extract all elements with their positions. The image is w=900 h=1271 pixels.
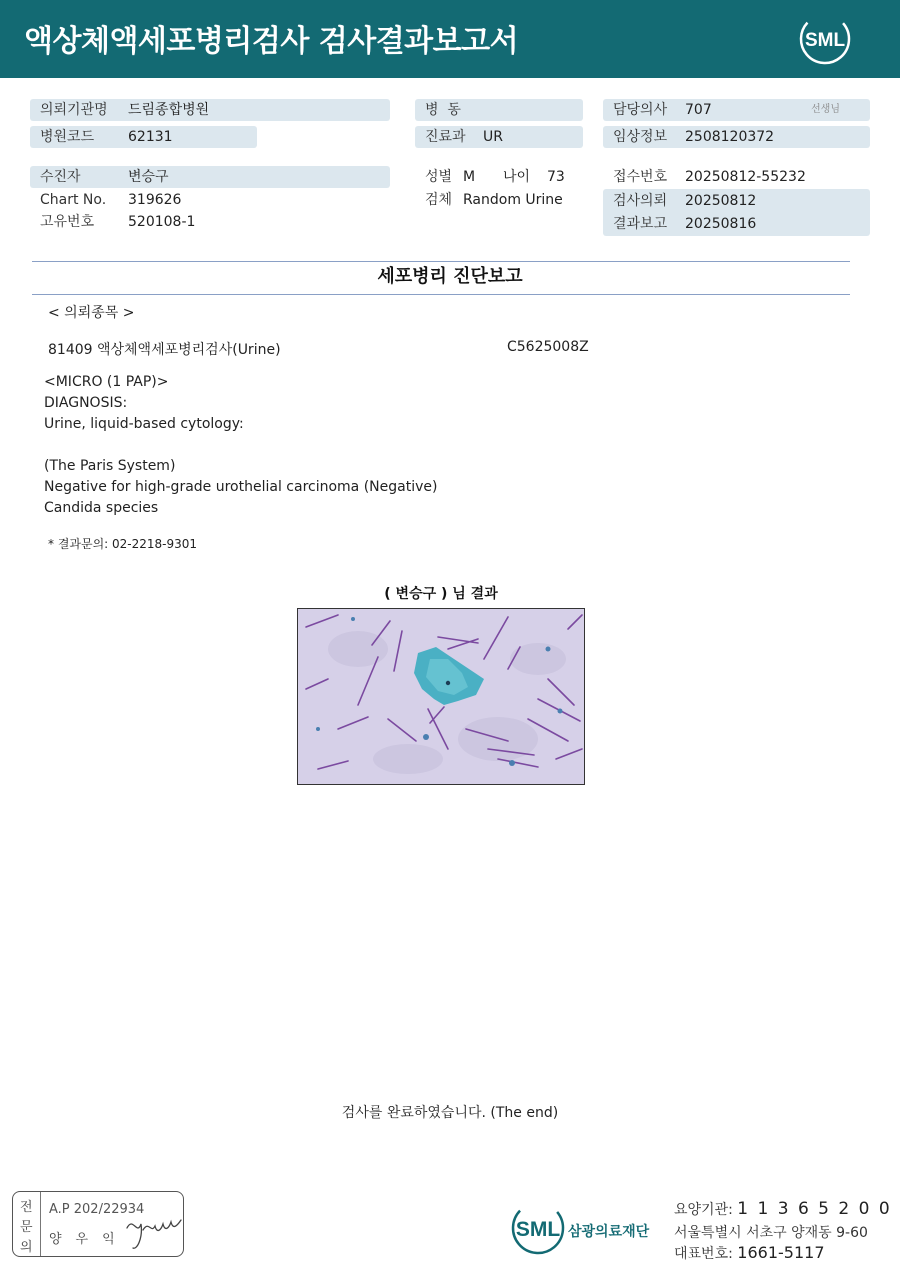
request-date-field	[603, 190, 870, 212]
order-item: 81409 액상체액세포병리검사(Urine)	[48, 342, 281, 358]
unique-id-field	[30, 211, 390, 233]
footer-address: 서울특별시 서초구 양재동 9-60	[674, 1225, 868, 1241]
report-line: DIAGNOSIS:	[44, 395, 128, 411]
footer-phone-line	[674, 1243, 825, 1263]
unique-id-value: 520108-1	[128, 214, 196, 230]
hospital-code-field	[30, 126, 257, 148]
receipt-value: 20250812-55232	[685, 169, 806, 185]
hospital-code-label: 병원코드	[40, 129, 95, 145]
order-code: C5625008Z	[507, 339, 589, 355]
institution-field	[30, 99, 390, 121]
pathologist-stamp	[12, 1191, 184, 1257]
sex-age-field	[415, 166, 595, 188]
end-of-report: 검사를 완료하였습니다. (The end)	[341, 1105, 559, 1121]
age-label: 나이	[503, 169, 531, 185]
clinical-value: 2508120372	[685, 129, 775, 145]
patient-name-label: 수진자	[40, 169, 81, 185]
stamp-ap-number: A.P 202/22934	[49, 1202, 145, 1217]
footer-code-label: 요양기관:	[674, 1202, 733, 1218]
chart-no-field	[30, 189, 390, 211]
report-line: Candida species	[44, 500, 159, 516]
report-date-value: 20250816	[685, 216, 757, 232]
report-date-field	[603, 213, 870, 235]
doctor-suffix: 선생님	[811, 104, 840, 115]
doctor-field	[603, 99, 870, 121]
section-title: 세포병리 진단보고	[377, 266, 523, 287]
stamp-name: 양우익	[49, 1232, 129, 1247]
doctor-label: 담당의사	[613, 102, 668, 118]
clinical-field	[603, 126, 870, 148]
footer-code-value: 1 1 3 6 5 2 0 0	[737, 1199, 892, 1219]
chart-no-label: Chart No.	[40, 192, 107, 208]
inquiry-phone: * 결과문의: 02-2218-9301	[48, 537, 198, 551]
stamp-side-char: 문	[20, 1220, 33, 1235]
footer-phone-label: 대표번호:	[674, 1246, 733, 1262]
footer-phone-value: 1661-5117	[737, 1243, 825, 1262]
microscopy-image	[297, 608, 585, 785]
patient-name-value: 변승구	[128, 169, 169, 185]
clinical-label: 임상정보	[613, 129, 668, 145]
ward-label: 병 동	[425, 102, 461, 118]
unique-id-label: 고유번호	[40, 214, 95, 230]
request-date-label: 검사의뢰	[613, 193, 668, 209]
report-line: Urine, liquid-based cytology:	[44, 416, 244, 432]
report-line: Negative for high-grade urothelial carcinoma (Negative)	[44, 479, 438, 495]
report-date-label: 결과보고	[613, 216, 668, 232]
stamp-side-char: 전	[20, 1200, 33, 1215]
report-line: (The Paris System)	[44, 458, 176, 474]
doctor-value: 707	[685, 102, 712, 118]
sml-logo-icon	[798, 12, 852, 66]
report-line: <MICRO (1 PAP)>	[44, 374, 169, 390]
section-rule-bottom	[32, 294, 850, 295]
sml-footer-logo-text: SML	[515, 1218, 561, 1241]
footer-org-name: 삼광의료재단	[568, 1224, 650, 1240]
sex-label: 성별	[425, 169, 453, 185]
specimen-field	[415, 189, 595, 211]
microscopy-image-drawing	[298, 609, 585, 785]
institution-value: 드림종합병원	[128, 102, 210, 118]
dept-label: 진료과	[425, 129, 466, 145]
institution-label: 의뢰기관명	[40, 102, 108, 118]
footer-code-line	[674, 1199, 892, 1219]
dept-field	[415, 126, 583, 148]
image-caption: ( 변승구 ) 님 결과	[384, 586, 498, 602]
sml-logo-text: SML	[804, 30, 846, 51]
dept-value: UR	[483, 129, 503, 145]
stamp-side-label	[13, 1192, 41, 1256]
report-header	[0, 0, 900, 78]
hospital-code-value: 62131	[128, 129, 173, 145]
order-heading: < 의뢰종목 >	[48, 305, 135, 321]
ward-field	[415, 99, 583, 121]
age-value: 73	[547, 169, 565, 185]
sex-value: M	[463, 169, 476, 185]
request-date-value: 20250812	[685, 193, 757, 209]
receipt-label: 접수번호	[613, 169, 668, 185]
report-title: 액상체액세포병리검사 검사결과보고서	[24, 24, 519, 59]
patient-name-field	[30, 166, 390, 188]
chart-no-value: 319626	[128, 192, 182, 208]
receipt-field	[603, 166, 870, 188]
stamp-side-char: 의	[20, 1240, 33, 1255]
signature-icon	[123, 1206, 185, 1252]
specimen-value: Random Urine	[463, 192, 563, 208]
specimen-label: 검체	[425, 192, 453, 208]
